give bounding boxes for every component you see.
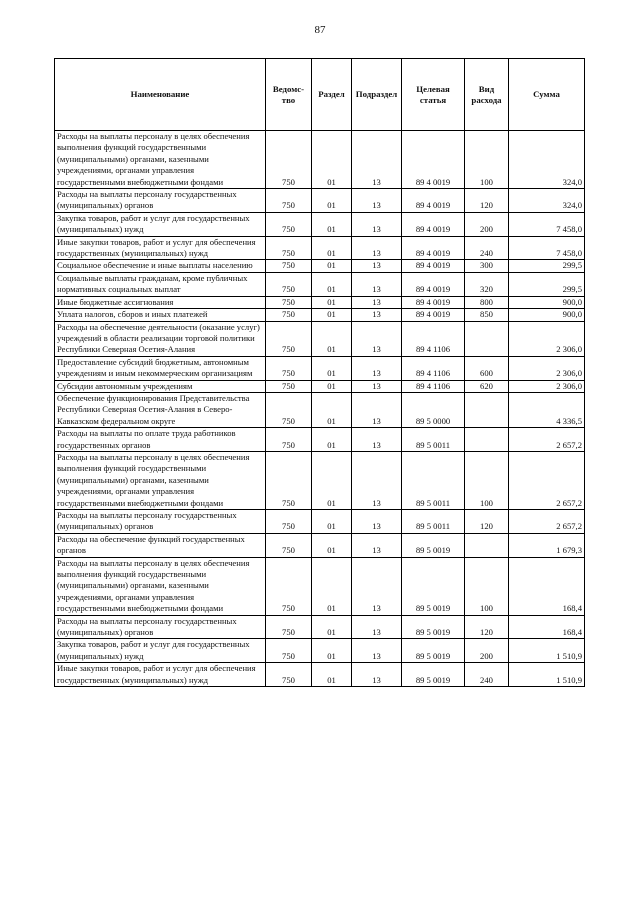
cell-vedomstvo: 750 xyxy=(266,639,312,663)
cell-summa: 7 458,0 xyxy=(509,236,585,260)
cell-vedomstvo: 750 xyxy=(266,451,312,509)
cell-name: Расходы на обеспечение деятельности (оказание услуг) учреждений в области реализации торговой политики Республики Северная Осетия-Алания xyxy=(55,321,266,356)
cell-name: Субсидии автономным учреждениям xyxy=(55,380,266,392)
cell-celevaya-statya: 89 5 0019 xyxy=(402,533,465,557)
table-row xyxy=(55,392,585,427)
cell-vedomstvo: 750 xyxy=(266,663,312,687)
cell-summa: 2 657,2 xyxy=(509,510,585,534)
cell-razdel: 01 xyxy=(312,356,352,380)
header-vid-rashoda: Вид расхода xyxy=(465,59,509,131)
cell-vid-rashoda: 620 xyxy=(465,380,509,392)
cell-celevaya-statya: 89 5 0019 xyxy=(402,615,465,639)
cell-podrazdel: 13 xyxy=(352,272,402,296)
cell-celevaya-statya: 89 5 0019 xyxy=(402,557,465,615)
cell-podrazdel: 13 xyxy=(352,260,402,272)
cell-razdel: 01 xyxy=(312,392,352,427)
table-row xyxy=(55,212,585,236)
cell-podrazdel: 13 xyxy=(352,557,402,615)
cell-podrazdel: 13 xyxy=(352,296,402,308)
cell-name: Расходы на выплаты персоналу государственных (муниципальных) органов xyxy=(55,615,266,639)
cell-name: Закупка товаров, работ и услуг для государственных (муниципальных) нужд xyxy=(55,639,266,663)
cell-podrazdel: 13 xyxy=(352,451,402,509)
cell-summa: 168,4 xyxy=(509,615,585,639)
cell-celevaya-statya: 89 4 1106 xyxy=(402,356,465,380)
table-row xyxy=(55,131,585,189)
cell-summa: 1 510,9 xyxy=(509,639,585,663)
cell-razdel: 01 xyxy=(312,451,352,509)
table-row xyxy=(55,309,585,321)
cell-vedomstvo: 750 xyxy=(266,557,312,615)
cell-vedomstvo: 750 xyxy=(266,296,312,308)
cell-podrazdel: 13 xyxy=(352,309,402,321)
cell-vid-rashoda: 240 xyxy=(465,236,509,260)
cell-celevaya-statya: 89 5 0011 xyxy=(402,451,465,509)
cell-celevaya-statya: 89 4 1106 xyxy=(402,380,465,392)
cell-vid-rashoda xyxy=(465,533,509,557)
cell-razdel: 01 xyxy=(312,615,352,639)
cell-name: Предоставление субсидий бюджетным, автономным учреждениям и иным некоммерческим организациям xyxy=(55,356,266,380)
cell-celevaya-statya: 89 4 0019 xyxy=(402,272,465,296)
cell-razdel: 01 xyxy=(312,272,352,296)
cell-vedomstvo: 750 xyxy=(266,131,312,189)
cell-podrazdel: 13 xyxy=(352,236,402,260)
cell-celevaya-statya: 89 5 0019 xyxy=(402,663,465,687)
cell-name: Расходы на выплаты персоналу государственных (муниципальных) органов xyxy=(55,189,266,213)
table-row xyxy=(55,356,585,380)
cell-podrazdel: 13 xyxy=(352,615,402,639)
cell-summa: 7 458,0 xyxy=(509,212,585,236)
cell-vedomstvo: 750 xyxy=(266,428,312,452)
table-row xyxy=(55,260,585,272)
table-row xyxy=(55,615,585,639)
cell-vedomstvo: 750 xyxy=(266,392,312,427)
cell-vedomstvo: 750 xyxy=(266,380,312,392)
table-row xyxy=(55,189,585,213)
cell-name: Расходы на выплаты персоналу в целях обеспечения выполнения функций государственными (муниципальными) органами, казенными учреждениями, органами управления государственными внебюджетными фондами xyxy=(55,557,266,615)
cell-celevaya-statya: 89 5 0011 xyxy=(402,428,465,452)
cell-name: Уплата налогов, сборов и иных платежей xyxy=(55,309,266,321)
table-row xyxy=(55,321,585,356)
cell-razdel: 01 xyxy=(312,557,352,615)
cell-celevaya-statya: 89 4 1106 xyxy=(402,321,465,356)
cell-name: Иные закупки товаров, работ и услуг для обеспечения государственных (муниципальных) нужд xyxy=(55,663,266,687)
header-name: Наименование xyxy=(55,59,266,131)
header-podrazdel: Подраздел xyxy=(352,59,402,131)
table-row xyxy=(55,380,585,392)
cell-razdel: 01 xyxy=(312,189,352,213)
table-row xyxy=(55,533,585,557)
table-row xyxy=(55,272,585,296)
table-header-row xyxy=(55,59,585,131)
cell-podrazdel: 13 xyxy=(352,212,402,236)
cell-vedomstvo: 750 xyxy=(266,356,312,380)
cell-podrazdel: 13 xyxy=(352,131,402,189)
cell-vid-rashoda: 200 xyxy=(465,212,509,236)
table-row xyxy=(55,663,585,687)
cell-name: Расходы на выплаты персоналу в целях обеспечения выполнения функций государственными (муниципальными) органами, казенными учреждениями, органами управления государственными внебюджетными фондами xyxy=(55,131,266,189)
cell-name: Иные закупки товаров, работ и услуг для обеспечения государственных (муниципальных) нужд xyxy=(55,236,266,260)
budget-table xyxy=(54,58,585,687)
cell-razdel: 01 xyxy=(312,428,352,452)
cell-podrazdel: 13 xyxy=(352,189,402,213)
cell-vedomstvo: 750 xyxy=(266,272,312,296)
cell-vid-rashoda xyxy=(465,392,509,427)
cell-celevaya-statya: 89 4 0019 xyxy=(402,309,465,321)
cell-vid-rashoda xyxy=(465,321,509,356)
cell-podrazdel: 13 xyxy=(352,428,402,452)
cell-celevaya-statya: 89 4 0019 xyxy=(402,236,465,260)
cell-vedomstvo: 750 xyxy=(266,212,312,236)
cell-celevaya-statya: 89 4 0019 xyxy=(402,131,465,189)
cell-summa: 900,0 xyxy=(509,309,585,321)
cell-vedomstvo: 750 xyxy=(266,189,312,213)
cell-vedomstvo: 750 xyxy=(266,510,312,534)
cell-vid-rashoda: 320 xyxy=(465,272,509,296)
table-row xyxy=(55,557,585,615)
cell-vid-rashoda: 240 xyxy=(465,663,509,687)
table-row xyxy=(55,236,585,260)
cell-vid-rashoda xyxy=(465,428,509,452)
cell-podrazdel: 13 xyxy=(352,380,402,392)
page-number: 87 xyxy=(314,24,326,36)
cell-podrazdel: 13 xyxy=(352,392,402,427)
cell-name: Расходы на обеспечение функций государственных органов xyxy=(55,533,266,557)
cell-razdel: 01 xyxy=(312,510,352,534)
cell-celevaya-statya: 89 4 0019 xyxy=(402,296,465,308)
cell-summa: 4 336,5 xyxy=(509,392,585,427)
cell-podrazdel: 13 xyxy=(352,533,402,557)
cell-celevaya-statya: 89 4 0019 xyxy=(402,189,465,213)
cell-razdel: 01 xyxy=(312,533,352,557)
cell-vid-rashoda: 600 xyxy=(465,356,509,380)
cell-summa: 1 510,9 xyxy=(509,663,585,687)
cell-vid-rashoda: 100 xyxy=(465,451,509,509)
cell-vid-rashoda: 850 xyxy=(465,309,509,321)
cell-razdel: 01 xyxy=(312,236,352,260)
cell-summa: 2 657,2 xyxy=(509,428,585,452)
cell-name: Расходы на выплаты персоналу государственных (муниципальных) органов xyxy=(55,510,266,534)
cell-celevaya-statya: 89 4 0019 xyxy=(402,212,465,236)
cell-vedomstvo: 750 xyxy=(266,309,312,321)
cell-vid-rashoda: 800 xyxy=(465,296,509,308)
cell-name: Социальные выплаты гражданам, кроме публичных нормативных социальных выплат xyxy=(55,272,266,296)
header-razdel: Раздел xyxy=(312,59,352,131)
cell-summa: 168,4 xyxy=(509,557,585,615)
cell-vedomstvo: 750 xyxy=(266,321,312,356)
cell-summa: 900,0 xyxy=(509,296,585,308)
cell-summa: 2 306,0 xyxy=(509,321,585,356)
cell-vedomstvo: 750 xyxy=(266,236,312,260)
table-row xyxy=(55,296,585,308)
header-vedomstvo: Ведомс- тво xyxy=(266,59,312,131)
cell-razdel: 01 xyxy=(312,309,352,321)
cell-summa: 299,5 xyxy=(509,260,585,272)
cell-vedomstvo: 750 xyxy=(266,533,312,557)
table-row xyxy=(55,639,585,663)
cell-razdel: 01 xyxy=(312,639,352,663)
cell-podrazdel: 13 xyxy=(352,510,402,534)
cell-name: Закупка товаров, работ и услуг для государственных (муниципальных) нужд xyxy=(55,212,266,236)
cell-name: Обеспечение функционирования Представительства Республики Северная Осетия-Алания в Северо-Кавказском федеральном округе xyxy=(55,392,266,427)
cell-vid-rashoda: 120 xyxy=(465,510,509,534)
cell-podrazdel: 13 xyxy=(352,356,402,380)
cell-vid-rashoda: 120 xyxy=(465,615,509,639)
cell-vid-rashoda: 300 xyxy=(465,260,509,272)
cell-vedomstvo: 750 xyxy=(266,615,312,639)
cell-celevaya-statya: 89 4 0019 xyxy=(402,260,465,272)
cell-summa: 2 657,2 xyxy=(509,451,585,509)
cell-razdel: 01 xyxy=(312,321,352,356)
cell-vedomstvo: 750 xyxy=(266,260,312,272)
cell-razdel: 01 xyxy=(312,260,352,272)
cell-vid-rashoda: 100 xyxy=(465,131,509,189)
cell-podrazdel: 13 xyxy=(352,321,402,356)
table-row xyxy=(55,510,585,534)
cell-podrazdel: 13 xyxy=(352,639,402,663)
table-row xyxy=(55,451,585,509)
cell-summa: 1 679,3 xyxy=(509,533,585,557)
cell-celevaya-statya: 89 5 0000 xyxy=(402,392,465,427)
cell-podrazdel: 13 xyxy=(352,663,402,687)
header-celevaya-statya: Целевая статья xyxy=(402,59,465,131)
cell-name: Расходы на выплаты по оплате труда работников государственных органов xyxy=(55,428,266,452)
cell-vid-rashoda: 120 xyxy=(465,189,509,213)
cell-summa: 2 306,0 xyxy=(509,380,585,392)
cell-celevaya-statya: 89 5 0019 xyxy=(402,639,465,663)
cell-summa: 324,0 xyxy=(509,189,585,213)
cell-name: Расходы на выплаты персоналу в целях обеспечения выполнения функций государственными (муниципальными) органами, казенными учреждениями, органами управления государственными внебюджетными фондами xyxy=(55,451,266,509)
cell-vid-rashoda: 200 xyxy=(465,639,509,663)
table-row xyxy=(55,428,585,452)
cell-name: Иные бюджетные ассигнования xyxy=(55,296,266,308)
cell-summa: 299,5 xyxy=(509,272,585,296)
cell-razdel: 01 xyxy=(312,131,352,189)
cell-razdel: 01 xyxy=(312,380,352,392)
header-summa: Сумма xyxy=(509,59,585,131)
cell-name: Социальное обеспечение и иные выплаты населению xyxy=(55,260,266,272)
cell-celevaya-statya: 89 5 0011 xyxy=(402,510,465,534)
cell-summa: 2 306,0 xyxy=(509,356,585,380)
cell-razdel: 01 xyxy=(312,212,352,236)
cell-razdel: 01 xyxy=(312,663,352,687)
cell-razdel: 01 xyxy=(312,296,352,308)
cell-summa: 324,0 xyxy=(509,131,585,189)
cell-vid-rashoda: 100 xyxy=(465,557,509,615)
